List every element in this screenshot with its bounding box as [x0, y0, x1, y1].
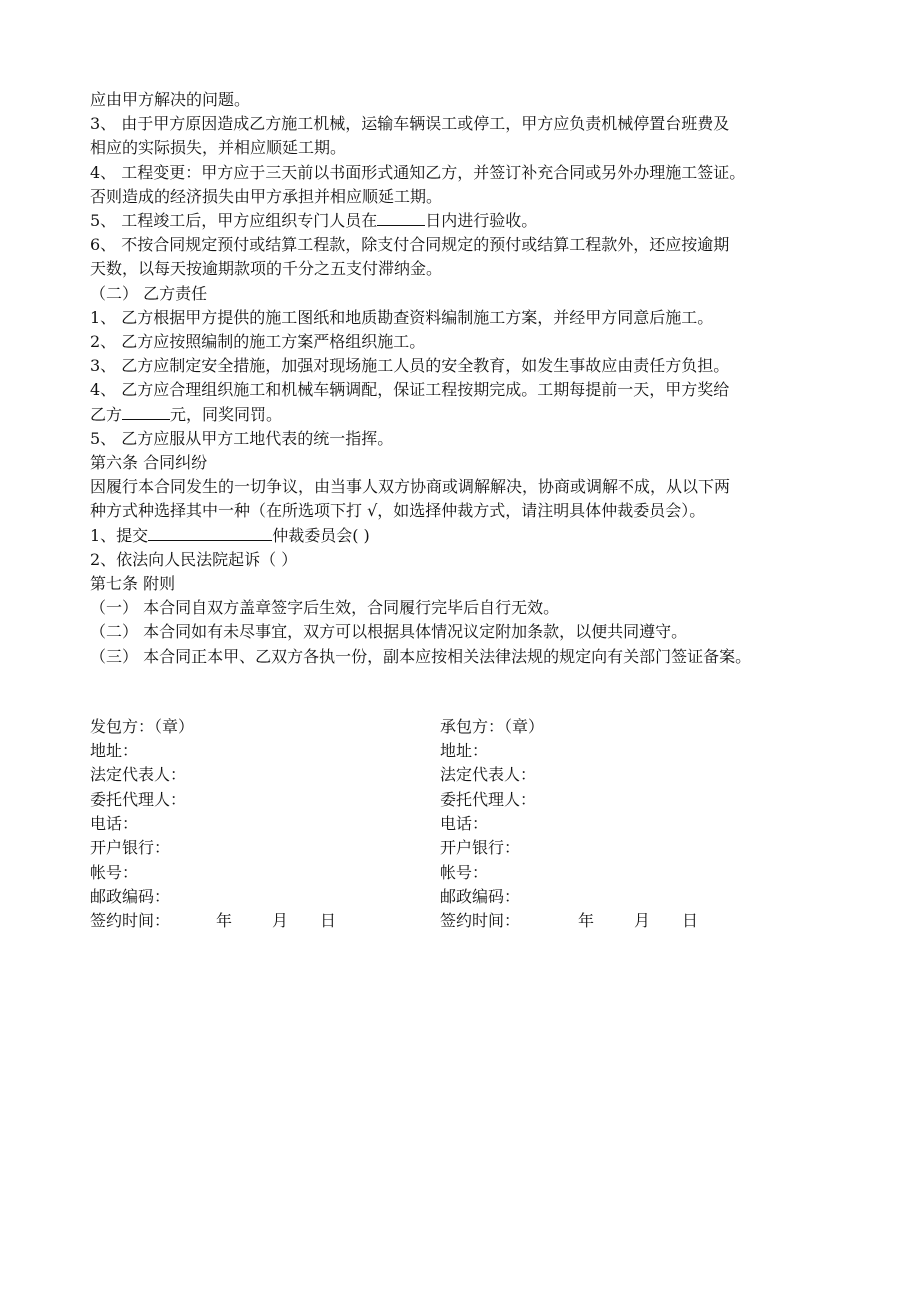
contractor-address-label: 地址： [440, 741, 489, 761]
client-agent-label: 委托代理人： [90, 789, 187, 809]
contractor-day-label: 日 [682, 911, 699, 931]
contractor-party-label: 承包方：（章） [440, 716, 545, 736]
contractor-bank-label: 开户银行： [440, 838, 521, 858]
clause-4-line-1: 4、 工程变更：甲方应于三天前以书面形式通知乙方，并签订补充合同或另外办理施工签证。 [90, 162, 746, 182]
section-spacer [90, 669, 850, 715]
contractor-legal-rep-label: 法定代表人： [440, 765, 537, 785]
reward-amount-blank[interactable] [122, 403, 170, 420]
clause-6-line-2: 天数，以每天按逾期款项的千分之五支付滞纳金。 [90, 259, 443, 279]
clause-4-line-2: 否则造成的经济损失由甲方承担并相应顺延工期。 [90, 186, 443, 206]
clause-3-line-2: 相应的实际损失，并相应顺延工期。 [90, 138, 347, 158]
arbitration-committee-blank[interactable] [148, 524, 272, 541]
client-phone-label: 电话： [90, 814, 139, 834]
dispute-option-2: 2、依法向人民法院起诉（ ） [90, 549, 298, 569]
contractor-postcode-label: 邮政编码： [440, 886, 521, 906]
contractor-month-label: 月 [634, 911, 651, 931]
signature-column-contractor [440, 715, 790, 934]
client-party-label: 发包方：（章） [90, 716, 195, 736]
acceptance-days-blank[interactable] [377, 209, 425, 226]
client-bank-label: 开户银行： [90, 838, 171, 858]
contractor-agent-label: 委托代理人： [440, 789, 537, 809]
option-1-text-a: 1、提交 [90, 525, 149, 545]
signature-block [90, 715, 850, 934]
signature-column-client [90, 715, 440, 934]
party-b-clause-3: 3、 乙方应制定安全措施，加强对现场施工人员的安全教育，如发生事故应由责任方负担。 [90, 356, 730, 376]
clause-5-line [90, 209, 850, 233]
supplementary-clause-1: （一） 本合同自双方盖章签字后生效，合同履行完毕后自行无效。 [90, 598, 560, 618]
party-b-clause-2: 2、 乙方应按照编制的施工方案严格组织施工。 [90, 332, 426, 352]
reward-text-a: 乙方 [90, 404, 123, 424]
dispute-text-line-1: 因履行本合同发生的一切争议，由当事人双方协商或调解解决，协商或调解不成，从以下两 [90, 477, 731, 497]
client-date-line [90, 909, 440, 933]
article-7-heading: 第七条 附则 [90, 574, 176, 594]
dispute-text-line-2: 种方式种选择其中一种（在所选项下打 √，如选择仲裁方式，请注明具体仲裁委员会）。 [90, 501, 706, 521]
party-b-clause-4-line-2 [90, 403, 850, 427]
client-postcode-label: 邮政编码： [90, 886, 171, 906]
supplementary-clause-2: （二） 本合同如有未尽事宜，双方可以根据具体情况议定附加条款，以便共同遵守。 [90, 622, 688, 642]
client-day-label: 日 [320, 911, 337, 931]
party-b-clause-4-line-1: 4、 乙方应合理组织施工和机械车辆调配，保证工程按期完成。工期每提前一天，甲方奖给 [90, 380, 730, 400]
text-line: 应由甲方解决的问题。 [90, 90, 251, 109]
contractor-date-label: 签约时间： [440, 911, 521, 931]
contractor-year-label: 年 [578, 911, 595, 931]
contractor-account-label: 帐号： [440, 862, 489, 882]
reward-text-b: 元，同奖同罚。 [170, 404, 283, 424]
client-date-label: 签约时间： [90, 911, 171, 931]
party-b-clause-1: 1、 乙方根据甲方提供的施工图纸和地质勘查资料编制施工方案，并经甲方同意后施工。 [90, 307, 714, 327]
party-b-clause-5: 5、 乙方应服从甲方工地代表的统一指挥。 [90, 428, 394, 448]
clause-6-line-1: 6、 不按合同规定预付或结算工程款，除支付合同规定的预付或结算工程款外，还应按逾期 [90, 235, 730, 255]
client-account-label: 帐号： [90, 862, 139, 882]
clause-3-line-1: 3、 由于甲方原因造成乙方施工机械，运输车辆误工或停工，甲方应负责机械停置台班费及 [90, 114, 730, 134]
section-heading-party-b: （二） 乙方责任 [90, 283, 208, 303]
dispute-option-1 [90, 524, 850, 548]
clause-5-text-a: 5、 工程竣工后，甲方应组织专门人员在 [90, 211, 378, 231]
contract-page [90, 88, 850, 934]
contractor-phone-label: 电话： [440, 814, 489, 834]
contractor-date-line [440, 909, 790, 933]
client-month-label: 月 [272, 911, 289, 931]
client-year-label: 年 [216, 911, 233, 931]
clause-5-text-b: 日内进行验收。 [425, 211, 538, 231]
article-6-heading: 第六条 合同纠纷 [90, 453, 208, 473]
option-1-text-b: 仲裁委员会( ) [272, 525, 370, 545]
client-legal-rep-label: 法定代表人： [90, 765, 187, 785]
supplementary-clause-3: （三） 本合同正本甲、乙双方各执一份，副本应按相关法律法规的规定向有关部门签证备案。 [90, 646, 752, 666]
client-address-label: 地址： [90, 741, 139, 761]
